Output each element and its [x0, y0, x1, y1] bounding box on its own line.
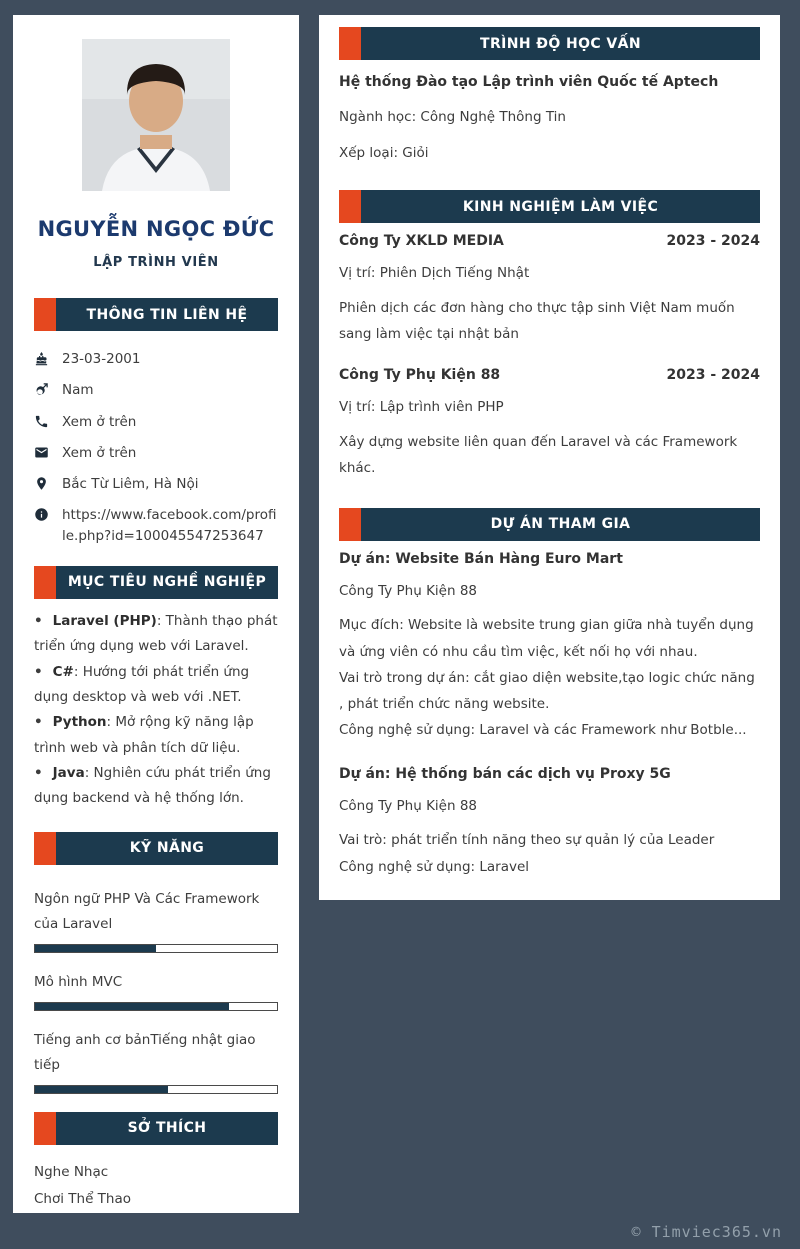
job-position: Vị trí: Phiên Dịch Tiếng Nhật: [339, 265, 530, 282]
project-detail-line: Vai trò: phát triển tính năng theo sự quản lý của Leader: [339, 832, 715, 849]
skill-item: [34, 1028, 278, 1094]
project-title: Dự án: Hệ thống bán các dịch vụ Proxy 5G: [339, 765, 671, 782]
header-accent-square: [34, 832, 56, 865]
skill-progress-track: [34, 1085, 278, 1094]
objective-term: Laravel (PHP): [52, 612, 157, 629]
location-icon: [34, 476, 51, 491]
profile-photo-placeholder: [82, 39, 230, 191]
gender-icon: [34, 382, 51, 397]
company-name: Công Ty Phụ Kiện 88: [339, 367, 501, 384]
experience-section-header: [339, 190, 760, 223]
project-detail-line: Vai trò trong dự án: cắt giao diện website,tạo logic chức năng , phát triển chức năng website.: [339, 669, 755, 713]
project-detail-line: Công nghệ sử dụng: Laravel: [339, 858, 530, 875]
skill-progress-track: [34, 1002, 278, 1011]
skill-item: [34, 970, 278, 1011]
skill-progress-fill: [35, 1003, 229, 1010]
job-position: Vị trí: Lập trình viên PHP: [339, 399, 504, 416]
right-column-card: [319, 15, 780, 900]
objective-term: C#: [52, 663, 74, 680]
project-item: [339, 766, 760, 880]
header-accent-square: [34, 298, 56, 331]
skills-header-label: KỸ NĂNG: [56, 832, 278, 865]
education-header-label: TRÌNH ĐỘ HỌC VẤN: [361, 27, 760, 60]
project-title: Dự án: Website Bán Hàng Euro Mart: [339, 550, 623, 567]
skill-progress-track: [34, 944, 278, 953]
contact-item: [34, 380, 278, 400]
education-grade: Xếp loại: Giỏi: [339, 144, 429, 161]
left-column-card: [13, 15, 299, 1213]
hobby-item: Chơi Thể Thao: [34, 1190, 132, 1207]
birthday-icon: [34, 351, 51, 366]
contact-item: [34, 505, 278, 546]
contact-section-header: [34, 298, 278, 331]
watermark: © Timviec365.vn: [631, 1223, 782, 1241]
contact-birthday-value: 23-03-2001: [62, 351, 141, 367]
experience-item: [339, 233, 760, 347]
projects-section-header: [339, 508, 760, 541]
contact-item: [34, 349, 278, 369]
skill-label: Tiếng anh cơ bảnTiếng nhật giao tiếp: [34, 1031, 256, 1074]
objective-term: Python: [52, 714, 107, 731]
objective-header-label: MỤC TIÊU NGHỀ NGHIỆP: [56, 566, 278, 599]
hobbies-section-header: [34, 1112, 278, 1145]
header-accent-square: [339, 190, 361, 223]
objective-item: [34, 710, 278, 761]
candidate-title: LẬP TRÌNH VIÊN: [93, 255, 219, 270]
info-icon: [34, 507, 51, 522]
experience-item-head: [339, 367, 760, 383]
skill-progress-fill: [35, 945, 156, 952]
contact-item: [34, 443, 278, 463]
phone-icon: [34, 414, 51, 429]
objective-item: [34, 761, 278, 812]
education-entry: [339, 72, 760, 164]
contact-item: [34, 412, 278, 432]
objective-section-header: [34, 566, 278, 599]
profile-photo: [82, 39, 230, 191]
job-description: Xây dựng website liên quan đến Laravel và các Framework khác.: [339, 434, 738, 477]
project-company: Công Ty Phụ Kiện 88: [339, 797, 478, 814]
objective-text: : Mở rộng kỹ năng lập trình web và phân tích dữ liệu.: [34, 714, 254, 756]
education-major: Ngành học: Công Nghệ Thông Tin: [339, 109, 566, 125]
header-accent-square: [339, 27, 361, 60]
projects-header-label: DỰ ÁN THAM GIA: [361, 508, 760, 541]
objective-list: [34, 609, 278, 812]
company-name: Công Ty XKLD MEDIA: [339, 233, 504, 250]
employment-period: 2023 - 2024: [666, 233, 760, 250]
education-school: Hệ thống Đào tạo Lập trình viên Quốc tế Aptech: [339, 74, 719, 90]
experience-item: [339, 367, 760, 481]
facebook-profile-link[interactable]: https://www.facebook.com/profile.php?id=100045547253647: [62, 507, 277, 544]
experience-item-head: [339, 233, 760, 249]
skill-label: Mô hình MVC: [34, 974, 123, 991]
skill-progress-fill: [35, 1086, 168, 1093]
contact-gender-value: Nam: [62, 382, 94, 399]
education-section-header: [339, 27, 760, 60]
skills-section-header: [34, 832, 278, 865]
email-icon: [34, 445, 51, 460]
project-company: Công Ty Phụ Kiện 88: [339, 582, 478, 599]
objective-text: : Nghiên cứu phát triển ứng dụng backend và hệ thống lớn.: [34, 765, 271, 807]
objective-term: Java: [52, 765, 85, 781]
project-detail-line: Mục đích: Website là website trung gian giữa nhà tuyển dụng và ứng viên có nhu cầu tìm việc, kết nối họ với nhau.: [339, 617, 754, 660]
skill-label: Ngôn ngữ PHP Và Các Framework của Laravel: [34, 890, 260, 933]
objective-text: : Thành thạo phát triển ứng dụng web với Laravel.: [34, 612, 278, 655]
objective-item: [34, 660, 278, 711]
experience-header-label: KINH NGHIỆM LÀM VIỆC: [361, 190, 760, 223]
objective-item: [34, 609, 278, 660]
project-detail-line: Công nghệ sử dụng: Laravel và các Framework như Botble...: [339, 722, 747, 739]
hobby-item: Nghe Nhạc: [34, 1163, 109, 1180]
header-accent-square: [34, 1112, 56, 1145]
contact-header-label: THÔNG TIN LIÊN HỆ: [56, 298, 278, 331]
contact-location-value: Bắc Từ Liêm, Hà Nội: [62, 476, 199, 492]
hobbies-header-label: SỞ THÍCH: [56, 1112, 278, 1145]
contact-phone-value: Xem ở trên: [62, 413, 137, 430]
job-description: Phiên dịch các đơn hàng cho thực tập sinh Việt Nam muốn sang làm việc tại nhật bản: [339, 299, 735, 343]
skill-item: [34, 887, 278, 953]
employment-period: 2023 - 2024: [666, 367, 760, 384]
header-accent-square: [339, 508, 361, 541]
objective-text: : Hướng tới phát triển ứng dụng desktop và web với .NET.: [34, 663, 250, 705]
hobby-list: [34, 1159, 278, 1213]
project-item: [339, 551, 760, 744]
header-accent-square: [34, 566, 56, 599]
contact-email-value: Xem ở trên: [62, 444, 137, 461]
contact-item: [34, 474, 278, 494]
skills-list: [34, 887, 278, 1094]
contact-list: [34, 349, 278, 546]
candidate-name: NGUYỄN NGỌC ĐỨC: [37, 217, 275, 241]
